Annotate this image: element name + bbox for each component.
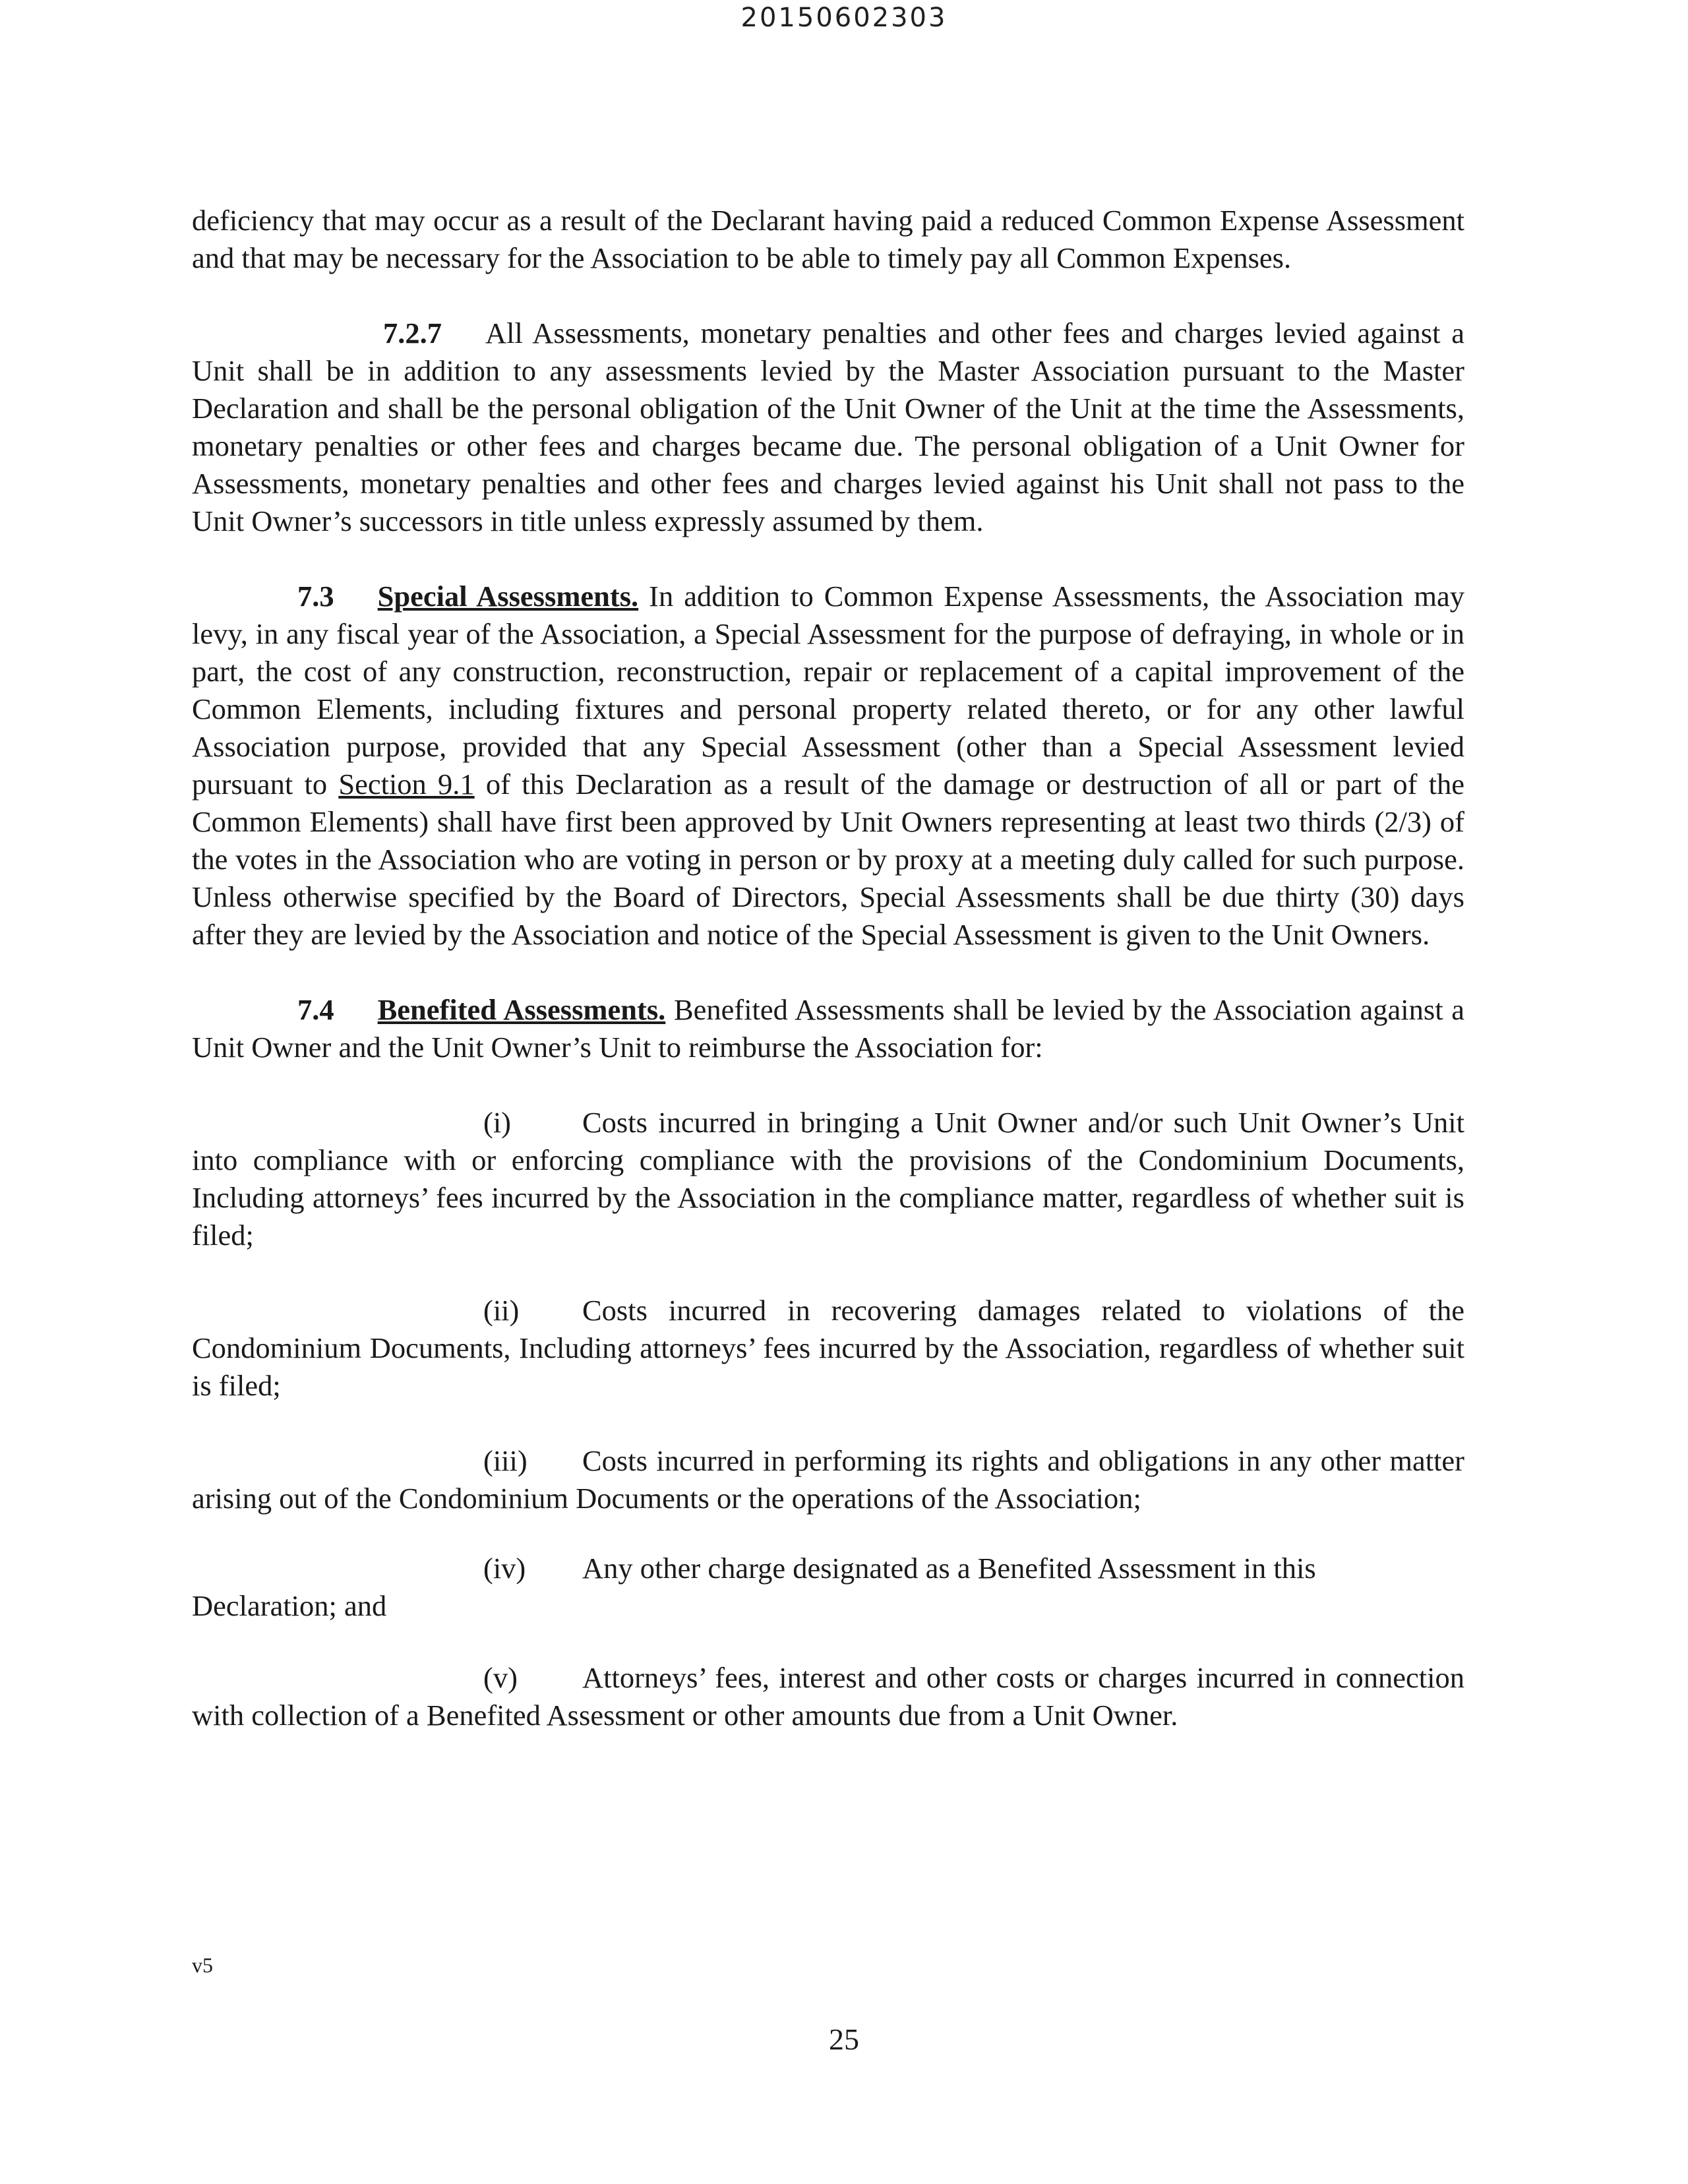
list-item-i [192, 1104, 1464, 1254]
section-7-4-text: Benefited Assessments shall be levied by the Association against a Unit Owner and the Unit Owner’s Unit to reimburse the Association for: [192, 993, 1464, 1064]
section-7-2-7 [192, 315, 1464, 540]
continuation-paragraph: deficiency that may occur as a result of the Declarant having paid a reduced Common Expense Assessment and that may be necessary for the Association to be able to timely pay all Common Expenses. [192, 204, 1464, 274]
version-label: v5 [192, 1953, 213, 1977]
section-7-3-number: 7.3 [297, 580, 334, 613]
section-7-4-number: 7.4 [297, 993, 334, 1026]
list-item-iv-label: (iv) [483, 1552, 526, 1585]
section-7-3 [192, 578, 1464, 954]
list-item-ii-label: (ii) [483, 1294, 520, 1327]
section-7-4 [192, 991, 1464, 1066]
list-item-i-text: Costs incurred in bringing a Unit Owner and/or such Unit Owner’s Unit into compliance with or enforcing compliance with the provisions of the Condominium Documents, Including attorneys’ fees incurred by the Association in the compliance matter, regardless of whether suit is filed; [192, 1106, 1464, 1252]
document-number: 20150602303 [740, 3, 948, 33]
list-item-v-label: (v) [483, 1661, 518, 1694]
section-7-4-heading: Benefited Assessments. [377, 993, 666, 1026]
list-item-i-label: (i) [483, 1106, 512, 1139]
list-item-iv-text: Any other charge designated as a Benefited Assessment in this [582, 1552, 1316, 1585]
list-item-v-text: Attorneys’ fees, interest and other costs or charges incurred in connection with collection of a Benefited Assessment or other amounts due from a Unit Owner. [192, 1661, 1464, 1732]
section-7-2-7-text: All Assessments, monetary penalties and other fees and charges levied against a Unit shall be in addition to any assessments levied by the Master Association pursuant to the Master Declaration and shall be the personal obligation of the Unit Owner of the Unit at the time the Assessments, monetary penalties or other fees and charges became due. The personal obligation of a Unit Owner for Assessments, monetary penalties and other fees and charges levied against his Unit shall not pass to the Unit Owner’s successors in title unless expressly assumed by them. [192, 317, 1464, 537]
list-item-iii [192, 1442, 1464, 1517]
list-item-iv [192, 1550, 1464, 1625]
section-7-3-text-a: In addition to Common Expense Assessments, the Association may levy, in any fiscal year of the Association, a Special Assessment for the purpose of defraying, in whole or in part, the cost of any construction, reconstruction, repair or replacement of a capital improvement of the Common Elements, including fixtures and personal property related thereto, or for any other lawful Association purpose, provided that any Special Assessment (other than a Special Assessment levied pursuant to [192, 580, 1464, 801]
section-7-3-text-b: of this Declaration as a result of the damage or destruction of all or part of the Common Elements) shall have first been approved by Unit Owners representing at least two thirds (2/3) of the votes in the Association who are voting in person or by proxy at a meeting duly called for such purpose. Unless otherwise specified by the Board of Directors, Special Assessments shall be due thirty (30) days after they are levied by the Association and notice of the Special Assessment is given to the Unit Owners. [192, 768, 1465, 951]
list-item-ii-text: Costs incurred in recovering damages related to violations of the Condominium Documents, Including attorneys’ fees incurred by the Association, regardless of whether suit is filed; [192, 1294, 1464, 1402]
list-item-iii-label: (iii) [483, 1444, 528, 1477]
section-7-3-heading: Special Assessments. [377, 580, 639, 613]
list-item-iv-tail: Declaration; and [192, 1589, 387, 1622]
section-7-2-7-number: 7.2.7 [383, 317, 442, 349]
list-item-v [192, 1659, 1464, 1734]
page-body [192, 202, 1464, 1734]
section-9-1-reference: Section 9.1 [338, 768, 475, 801]
page-number: 25 [829, 2022, 859, 2056]
list-item-iii-text: Costs incurred in performing its rights and obligations in any other matter arising out of the Condominium Documents or the operations of the Association; [192, 1444, 1464, 1515]
list-item-ii [192, 1292, 1464, 1405]
